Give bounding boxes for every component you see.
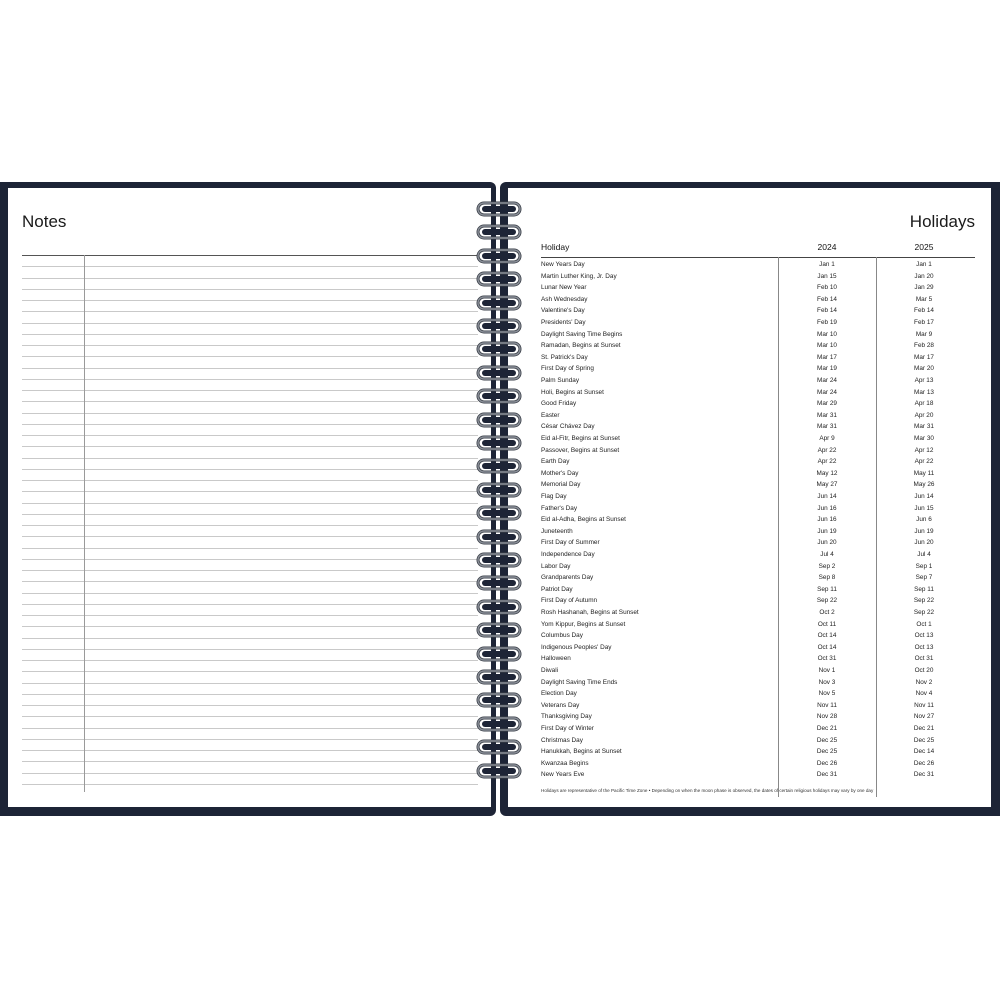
date-2025: Jun 20 — [914, 539, 934, 547]
date-2024: Jan 15 — [817, 272, 837, 280]
spiral-coil — [474, 691, 524, 709]
holiday-row — [541, 294, 975, 306]
holiday-row — [541, 572, 975, 584]
date-2024: Mar 10 — [817, 330, 837, 338]
date-2024: Mar 29 — [817, 400, 837, 408]
date-2024: Apr 22 — [817, 446, 837, 454]
date-2024: Feb 14 — [817, 307, 837, 315]
spiral-coil — [474, 621, 524, 639]
spiral-coil — [474, 551, 524, 569]
spiral-coil — [474, 528, 524, 546]
holiday-row — [541, 445, 975, 457]
date-2025: Oct 13 — [914, 643, 934, 651]
date-2025: Sep 22 — [913, 597, 935, 605]
holiday-row — [541, 491, 975, 503]
date-2025: Sep 22 — [913, 609, 935, 616]
col-header-2025: 2025 — [914, 242, 934, 252]
date-2024: Dec 31 — [816, 771, 838, 779]
note-line — [22, 548, 478, 549]
holiday-name: César Chávez Day — [541, 423, 595, 431]
spiral-coil — [474, 317, 524, 335]
date-2025: Mar 5 — [915, 295, 933, 303]
spiral-coil — [474, 762, 524, 780]
note-line — [22, 469, 478, 470]
date-2025: Mar 20 — [914, 365, 934, 373]
note-line — [22, 604, 478, 605]
spiral-binding — [474, 200, 524, 800]
note-line — [22, 266, 478, 267]
holiday-name: Daylight Saving Time Ends — [541, 678, 618, 686]
holiday-row — [541, 456, 975, 468]
note-line — [22, 424, 478, 425]
holiday-name: Palm Sunday — [541, 377, 580, 384]
spiral-coil — [474, 270, 524, 288]
note-line — [22, 311, 478, 312]
spiral-coil — [474, 434, 524, 452]
holiday-name: Valentine's Day — [541, 307, 585, 315]
holiday-row — [541, 735, 975, 747]
spiral-coil — [474, 340, 524, 358]
date-2025: Mar 31 — [914, 423, 934, 431]
date-2024: Mar 17 — [817, 353, 837, 361]
spiral-coil — [474, 247, 524, 265]
date-2024: Feb 14 — [817, 295, 837, 303]
holiday-name: Eid al-Fitr, Begins at Sunset — [541, 435, 620, 442]
holiday-row — [541, 375, 975, 387]
note-line — [22, 536, 478, 537]
date-2024: Nov 3 — [818, 678, 836, 686]
date-2025: Jan 29 — [914, 284, 934, 292]
holiday-name: Eid al-Adha, Begins at Sunset — [541, 516, 626, 524]
date-2024: Jun 14 — [817, 493, 837, 500]
note-line — [22, 649, 478, 650]
note-line — [22, 503, 478, 504]
holidays-footnote: Holidays are representative of the Pacific Time Zone • Depending on when the moon phase is observed, the dates of certain religious holidays may vary by one day — [541, 788, 874, 793]
holiday-row — [541, 607, 975, 619]
note-line — [22, 300, 478, 301]
note-line — [22, 401, 478, 402]
date-2024: Nov 5 — [818, 690, 836, 698]
date-2024: Apr 22 — [817, 458, 837, 466]
note-line — [22, 581, 478, 582]
note-line — [22, 379, 478, 380]
holiday-row — [541, 526, 975, 538]
date-2024: May 27 — [816, 481, 838, 489]
date-2025: Dec 21 — [913, 725, 935, 732]
date-2025: Oct 13 — [914, 632, 934, 640]
date-2025: Feb 28 — [914, 342, 934, 350]
date-2025: Apr 13 — [914, 377, 934, 384]
holiday-name: New Years Eve — [541, 771, 585, 779]
note-margin-line — [84, 255, 85, 792]
note-line — [22, 570, 478, 571]
holiday-row — [541, 584, 975, 596]
spiral-coil — [474, 645, 524, 663]
holiday-name: Diwali — [541, 667, 559, 674]
date-2024: Oct 11 — [817, 620, 837, 628]
holiday-name: Flag Day — [541, 493, 567, 500]
holiday-name: First Day of Summer — [541, 539, 600, 547]
holiday-name: First Day of Autumn — [541, 597, 598, 605]
spiral-coil — [474, 504, 524, 522]
note-line — [22, 323, 478, 324]
date-2024: Feb 19 — [817, 319, 837, 326]
date-2024: Sep 8 — [818, 574, 836, 582]
date-2025: Mar 13 — [914, 388, 934, 396]
date-2024: Dec 25 — [816, 748, 838, 756]
note-line — [22, 345, 478, 346]
date-2024: Mar 24 — [817, 377, 837, 384]
date-2024: Mar 31 — [817, 411, 837, 419]
date-2024: Mar 24 — [817, 388, 837, 396]
holiday-name: Ramadan, Begins at Sunset — [541, 342, 621, 350]
date-2025: Jun 14 — [914, 493, 934, 500]
holiday-name: Election Day — [541, 690, 577, 698]
date-2024: Mar 19 — [817, 365, 837, 373]
note-line — [22, 480, 478, 481]
date-2024: Jun 19 — [817, 527, 837, 535]
date-2025: Feb 14 — [914, 307, 934, 315]
notes-title: Notes — [22, 212, 67, 231]
date-2025: Apr 22 — [914, 458, 934, 466]
date-2025: Apr 18 — [914, 400, 934, 408]
note-line — [22, 750, 478, 751]
holiday-row — [541, 619, 975, 631]
date-2024: Oct 2 — [819, 609, 835, 616]
note-line — [22, 446, 478, 447]
note-line — [22, 356, 478, 357]
date-2025: Oct 31 — [914, 655, 934, 663]
note-line — [22, 739, 478, 740]
note-line — [22, 491, 478, 492]
date-2025: Jun 19 — [914, 527, 934, 535]
holiday-row — [541, 468, 975, 480]
spiral-coil — [474, 457, 524, 475]
date-2025: May 11 — [913, 469, 935, 477]
note-line — [22, 784, 478, 785]
holiday-name: Rosh Hashanah, Begins at Sunset — [541, 609, 639, 616]
spiral-coil — [474, 738, 524, 756]
date-2025: Oct 20 — [914, 667, 934, 674]
spiral-coil — [474, 598, 524, 616]
notes-page — [8, 188, 491, 807]
holiday-row — [541, 665, 975, 677]
holiday-row — [541, 479, 975, 491]
spiral-coil — [474, 200, 524, 218]
holiday-name: Presidents' Day — [541, 319, 586, 326]
holiday-row — [541, 642, 975, 654]
holiday-name: Kwanzaa Begins — [541, 759, 589, 767]
holiday-row — [541, 317, 975, 329]
spiral-coil — [474, 223, 524, 241]
holiday-row — [541, 769, 975, 781]
holiday-row — [541, 352, 975, 364]
holiday-name: Good Friday — [541, 400, 577, 408]
date-2025: Mar 17 — [914, 353, 934, 361]
note-line — [22, 413, 478, 414]
holiday-name: St. Patrick's Day — [541, 353, 588, 361]
holiday-row — [541, 410, 975, 422]
holiday-row — [541, 329, 975, 341]
note-line — [22, 559, 478, 560]
holiday-name: Thanksgiving Day — [541, 713, 592, 721]
note-line — [22, 390, 478, 391]
holiday-name: Passover, Begins at Sunset — [541, 446, 620, 454]
date-2024: Dec 26 — [816, 759, 838, 767]
holiday-name: Juneteenth — [541, 527, 573, 535]
col-header-2024: 2024 — [817, 242, 837, 252]
holiday-name: New Years Day — [541, 261, 585, 268]
holiday-row — [541, 340, 975, 352]
date-2025: Jul 4 — [917, 551, 931, 558]
note-line — [22, 593, 478, 594]
date-2024: Jun 20 — [817, 539, 837, 547]
note-line — [22, 255, 478, 256]
holiday-name: Easter — [541, 411, 560, 419]
date-2024: Dec 25 — [816, 736, 838, 744]
date-2025: Feb 17 — [914, 319, 934, 326]
holiday-name: First Day of Spring — [541, 365, 594, 373]
date-2024: Nov 28 — [816, 713, 838, 721]
spiral-coil — [474, 411, 524, 429]
holiday-name: Ash Wednesday — [541, 295, 588, 303]
date-2025: Nov 11 — [914, 701, 934, 709]
holiday-row — [541, 677, 975, 689]
holiday-row — [541, 653, 975, 665]
date-2024: Jun 16 — [817, 504, 837, 512]
note-line — [22, 660, 478, 661]
holiday-row — [541, 630, 975, 642]
holiday-row — [541, 537, 975, 549]
date-2025: May 26 — [913, 481, 935, 489]
holiday-name: Labor Day — [541, 562, 571, 570]
note-line — [22, 638, 478, 639]
spiral-coil — [474, 668, 524, 686]
table-header — [541, 241, 975, 258]
date-2024: Dec 21 — [816, 725, 838, 732]
note-line — [22, 705, 478, 706]
note-line — [22, 683, 478, 684]
spiral-coil — [474, 294, 524, 312]
holiday-row — [541, 271, 975, 283]
date-2024: Sep 2 — [818, 562, 836, 570]
date-2025: Dec 14 — [913, 748, 935, 756]
holiday-name: Independence Day — [541, 551, 595, 558]
note-line — [22, 716, 478, 717]
date-2025: Sep 1 — [915, 562, 933, 570]
holiday-row — [541, 723, 975, 735]
note-line — [22, 761, 478, 762]
holidays-title: Holidays — [909, 212, 975, 231]
holiday-name: Hanukkah, Begins at Sunset — [541, 748, 622, 756]
holiday-row — [541, 398, 975, 410]
note-line — [22, 626, 478, 627]
spiral-coil — [474, 481, 524, 499]
holiday-name: Veterans Day — [541, 701, 580, 709]
date-2024: Apr 9 — [819, 435, 835, 442]
date-2024: Sep 22 — [816, 597, 838, 605]
date-2025: Mar 30 — [914, 435, 934, 442]
date-2024: Nov 1 — [818, 667, 836, 674]
date-2024: Sep 11 — [817, 585, 837, 593]
holiday-name: Halloween — [541, 655, 571, 663]
date-2025: Apr 20 — [914, 411, 934, 419]
holiday-row — [541, 282, 975, 294]
date-2025: Sep 11 — [914, 585, 934, 593]
holiday-name: Yom Kippur, Begins at Sunset — [541, 620, 626, 628]
holiday-name: Earth Day — [541, 458, 570, 466]
holiday-name: Father's Day — [541, 504, 578, 512]
date-2025: Dec 31 — [913, 771, 935, 779]
col-header-holiday: Holiday — [541, 242, 570, 252]
holiday-name: First Day of Winter — [541, 725, 594, 732]
note-line — [22, 694, 478, 695]
date-2025: Oct 1 — [916, 620, 932, 628]
note-line — [22, 368, 478, 369]
date-2025: Nov 27 — [913, 713, 935, 721]
note-line — [22, 289, 478, 290]
note-line — [22, 671, 478, 672]
note-line — [22, 728, 478, 729]
holiday-row — [541, 259, 975, 271]
date-2024: Oct 31 — [817, 655, 837, 663]
date-2024: Jan 1 — [819, 261, 835, 268]
holiday-row — [541, 433, 975, 445]
holiday-name: Mother's Day — [541, 469, 579, 477]
spiral-coil — [474, 387, 524, 405]
note-line — [22, 334, 478, 335]
holiday-name: Patriot Day — [541, 585, 573, 593]
holiday-row — [541, 595, 975, 607]
holiday-name: Indigenous Peoples' Day — [541, 643, 612, 651]
holiday-row — [541, 549, 975, 561]
date-2025: Dec 26 — [913, 759, 935, 767]
date-2025: Jan 20 — [914, 272, 934, 280]
note-line — [22, 278, 478, 279]
holiday-name: Christmas Day — [541, 736, 583, 744]
holiday-row — [541, 746, 975, 758]
holiday-row — [541, 758, 975, 770]
date-2025: Nov 2 — [915, 678, 933, 686]
note-line — [22, 514, 478, 515]
holiday-row — [541, 305, 975, 317]
date-2024: Mar 10 — [817, 342, 837, 350]
date-2024: Mar 31 — [817, 423, 837, 431]
date-2024: Jun 16 — [817, 516, 837, 524]
holiday-row — [541, 561, 975, 573]
date-2024: Nov 11 — [817, 701, 837, 709]
holiday-name: Lunar New Year — [541, 284, 587, 292]
holiday-name: Martin Luther King, Jr. Day — [541, 272, 617, 280]
date-2025: Sep 7 — [915, 574, 933, 582]
spiral-coil — [474, 364, 524, 382]
date-2024: Jul 4 — [820, 551, 834, 558]
note-line — [22, 435, 478, 436]
holiday-row — [541, 421, 975, 433]
holiday-name: Daylight Saving Time Begins — [541, 330, 623, 338]
date-2025: Jun 6 — [916, 516, 932, 524]
holiday-name: Holi, Begins at Sunset — [541, 388, 604, 396]
note-line — [22, 458, 478, 459]
holiday-name: Grandparents Day — [541, 574, 594, 582]
spiral-coil — [474, 715, 524, 733]
date-2025: Apr 12 — [914, 446, 934, 454]
spiral-coil — [474, 574, 524, 592]
date-2025: Jun 15 — [914, 504, 934, 512]
note-line — [22, 773, 478, 774]
holiday-row — [541, 700, 975, 712]
holiday-row — [541, 387, 975, 399]
holiday-row — [541, 514, 975, 526]
holiday-name: Memorial Day — [541, 481, 581, 489]
note-line — [22, 525, 478, 526]
date-2024: Feb 10 — [817, 284, 837, 292]
date-2025: Nov 4 — [915, 690, 933, 698]
holiday-row — [541, 688, 975, 700]
holiday-row — [541, 363, 975, 375]
note-line — [22, 615, 478, 616]
date-2025: Jan 1 — [916, 261, 932, 268]
holiday-row — [541, 503, 975, 515]
date-2024: May 12 — [816, 469, 838, 477]
date-2025: Dec 25 — [913, 736, 935, 744]
holiday-name: Columbus Day — [541, 632, 583, 640]
date-2025: Mar 9 — [915, 330, 933, 338]
date-2024: Oct 14 — [817, 632, 837, 640]
holiday-row — [541, 711, 975, 723]
date-2024: Oct 14 — [817, 643, 837, 651]
